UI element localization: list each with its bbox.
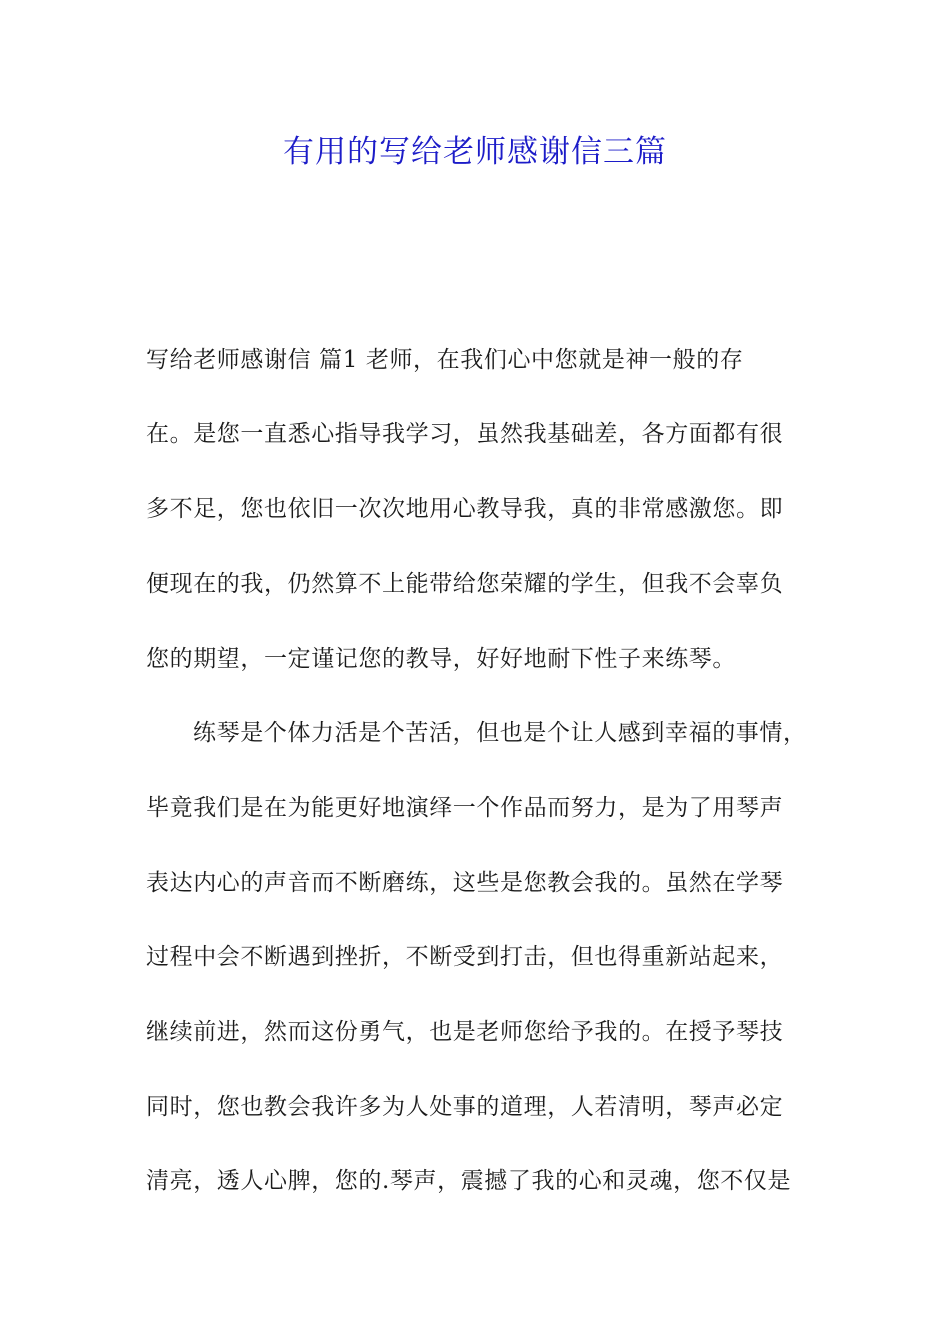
body-line: 同时，您也教会我许多为人处事的道理，人若清明，琴声必定 [146,1094,784,1120]
body-line: 毕竟我们是在为能更好地演绎一个作品而努力，是为了用琴声 [146,795,784,821]
document-title: 有用的写给老师感谢信三篇 [283,134,667,170]
body-line: 清亮，透人心脾，您的.琴声，震撼了我的心和灵魂，您不仅是 [146,1168,792,1194]
body-line: 练琴是个体力活是个苦活，但也是个让人感到幸福的事情， [193,720,807,746]
body-line: 便现在的我，仍然算不上能带给您荣耀的学生，但我不会辜负 [146,571,784,597]
body-line: 您的期望，一定谨记您的教导，好好地耐下性子来练琴。 [146,646,736,672]
body-line: 在。是您一直悉心指导我学习，虽然我基础差，各方面都有很 [146,421,784,447]
body-line: 过程中会不断遇到挫折，不断受到打击，但也得重新站起来， [146,944,784,970]
body-line: 继续前进，然而这份勇气，也是老师您给予我的。在授予琴技 [146,1019,784,1045]
body-line: 多不足，您也依旧一次次地用心教导我，真的非常感激您。即 [146,496,784,522]
body-line: 表达内心的声音而不断磨练，这些是您教会我的。虽然在学琴 [146,870,784,896]
body-line: 写给老师感谢信 篇1 老师，在我们心中您就是神一般的存 [146,347,744,373]
